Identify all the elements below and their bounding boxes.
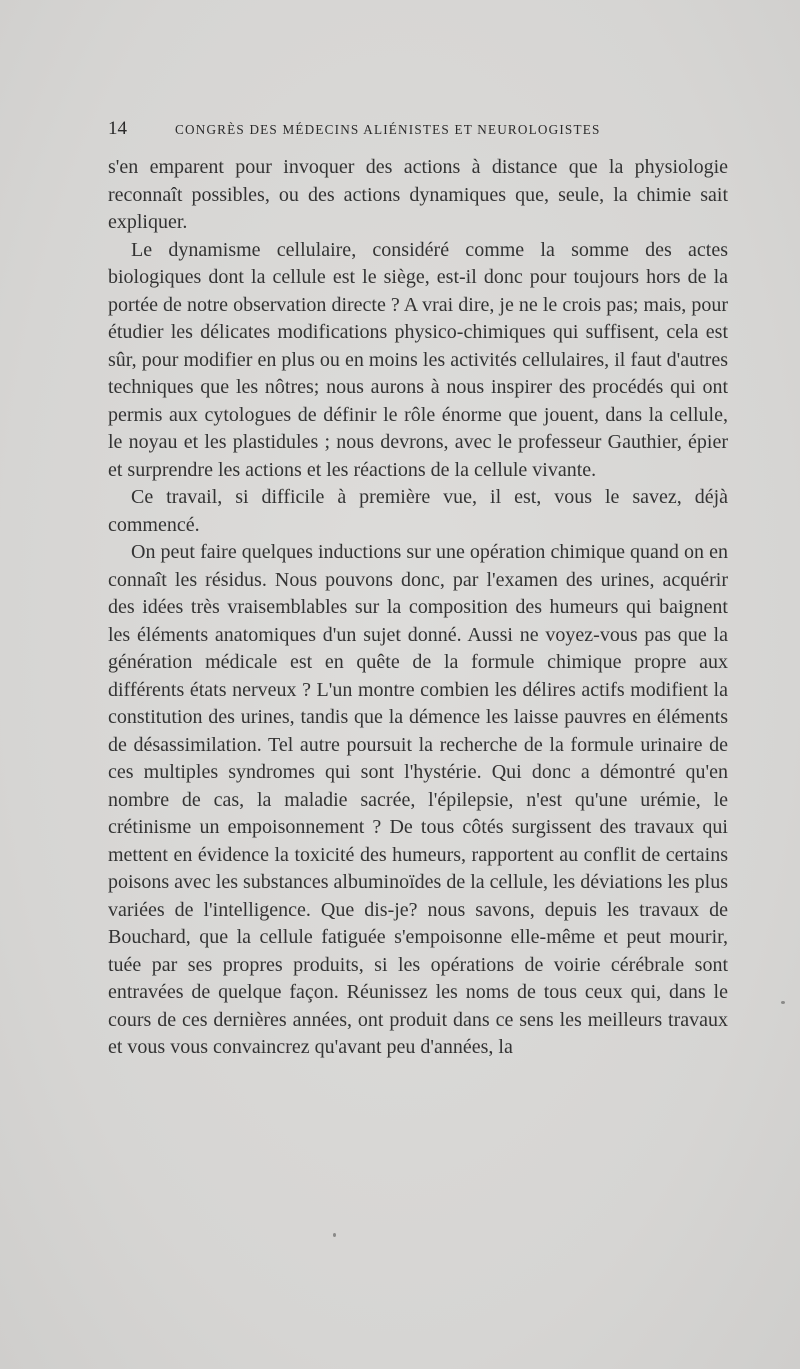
print-speck [781, 1001, 785, 1004]
paragraph: Le dynamisme cellulaire, considéré comme la somme des actes biologiques dont la cellule est le siège, est-il donc pour toujours hors de la portée de notre observation directe ? A vrai dire, je ne le crois pas; mais, pour étudier les délicates modifications physico-chimiques qui suffisent, cela est sûr, pour modifier en plus ou en moins les activités cellulaires, il faut d'autres techniques que les nôtres; nous aurons à nous inspirer des procédés qui ont permis aux cytologues de définir le rôle énorme que jouent, dans la cellule, le noyau et les plastidules ; nous devrons, avec le professeur Gauthier, épier et surprendre les actions et les réactions de la cellule vivante. [108, 238, 728, 481]
print-speck [333, 1233, 336, 1237]
page-number: 14 [108, 118, 127, 139]
running-title: CONGRÈS DES MÉDECINS ALIÉNISTES ET NEUROLOGISTES [175, 122, 601, 137]
paragraph: On peut faire quelques inductions sur une opération chimique quand on en connaît les résidus. Nous pouvons donc, par l'examen des urines, acquérir des idées très vraisemblables sur la composition des humeurs qui baignent les éléments anatomiques d'un sujet donné. Aussi ne voyez-vous pas que la génération médicale est en quête de la formule chimique propre aux différents états nerveux ? L'un montre combien les délires actifs modifient la constitution des urines, tandis que la démence les laisse pauvres en éléments de désassimilation. Tel autre poursuit la recherche de la formule urinaire de ces multiples syndromes qui sont l'hystérie. Qui donc a démontré qu'en nombre de cas, la maladie sacrée, l'épilepsie, n'est qu'une urémie, le crétinisme un empoisonnement ? De tous côtés surgissent des travaux qui mettent en évidence la toxicité des humeurs, rapportent au conflit de certains poisons avec les substances albuminoïdes de la cellule, les déviations les plus variées de l'intelligence. Que dis-je? nous savons, depuis les travaux de Bouchard, que la cellule fatiguée s'empoisonne elle-même et peut mourir, tuée par ses propres produits, si les opérations de voirie cérébrale sont entravées de quelque façon. Réunissez les noms de tous ceux qui, dans le cours de ces dernières années, ont produit dans ce sens les meilleurs travaux et vous vous convaincrez qu'avant peu d'années, la [108, 541, 728, 1058]
paragraph: Ce travail, si difficile à première vue, il est, vous le savez, déjà commencé. [108, 486, 728, 536]
paragraph-continued: s'en emparent pour invoquer des actions à distance que la physiologie reconnaît possibles, ou des actions dynamiques que, seule, la chimie sait expliquer. [108, 156, 728, 233]
body-text [108, 154, 728, 1062]
